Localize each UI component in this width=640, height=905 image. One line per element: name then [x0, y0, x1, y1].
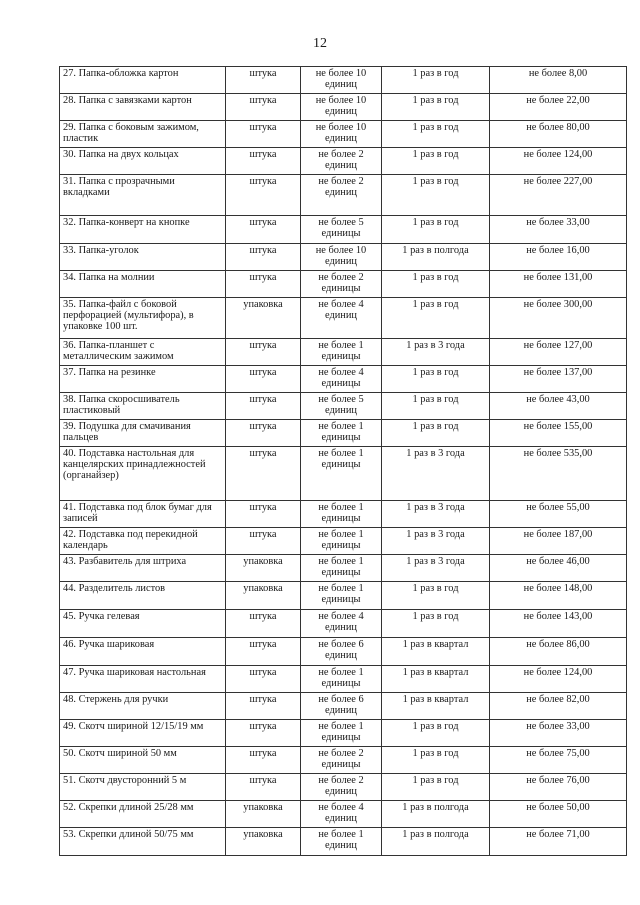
cell-freq: 1 раз в год: [382, 366, 490, 393]
table-row: [60, 216, 627, 244]
cell-norm: не более 10 единиц: [301, 244, 382, 271]
cell-norm: не более 1 единиц: [301, 828, 382, 856]
cell-norm: не более 1 единицы: [301, 501, 382, 528]
cell-norm: не более 5 единицы: [301, 216, 382, 244]
cell-name: 39. Подушка для смачивания пальцев: [60, 420, 226, 447]
cell-unit: штука: [226, 774, 301, 801]
cell-unit: упаковка: [226, 298, 301, 339]
cell-norm: не более 4 единиц: [301, 801, 382, 828]
table-row: [60, 666, 627, 693]
cell-name: 29. Папка с боковым зажимом, пластик: [60, 121, 226, 148]
cell-price: не более 76,00: [490, 774, 627, 801]
cell-name: 34. Папка на молнии: [60, 271, 226, 298]
cell-unit: штука: [226, 366, 301, 393]
cell-price: не более 75,00: [490, 747, 627, 774]
cell-name: 44. Разделитель листов: [60, 582, 226, 610]
table-row: [60, 828, 627, 856]
cell-unit: штука: [226, 666, 301, 693]
cell-unit: штука: [226, 720, 301, 747]
cell-freq: 1 раз в год: [382, 67, 490, 94]
cell-unit: штука: [226, 420, 301, 447]
cell-price: не более 535,00: [490, 447, 627, 501]
cell-unit: штука: [226, 693, 301, 720]
cell-name: 47. Ручка шариковая настольная: [60, 666, 226, 693]
table-row: [60, 298, 627, 339]
cell-name: 41. Подставка под блок бумаг для записей: [60, 501, 226, 528]
cell-name: 27. Папка-обложка картон: [60, 67, 226, 94]
cell-price: не более 124,00: [490, 666, 627, 693]
table-row: [60, 339, 627, 366]
cell-freq: 1 раз в год: [382, 148, 490, 175]
cell-price: не более 82,00: [490, 693, 627, 720]
table-row: [60, 447, 627, 501]
cell-norm: не более 1 единицы: [301, 420, 382, 447]
table-row: [60, 175, 627, 216]
cell-name: 42. Подставка под перекидной календарь: [60, 528, 226, 555]
table-row: [60, 638, 627, 666]
cell-freq: 1 раз в 3 года: [382, 447, 490, 501]
cell-price: не более 71,00: [490, 828, 627, 856]
cell-norm: не более 1 единицы: [301, 339, 382, 366]
cell-freq: 1 раз в год: [382, 271, 490, 298]
cell-freq: 1 раз в полгода: [382, 244, 490, 271]
table-row: [60, 801, 627, 828]
cell-name: 49. Скотч шириной 12/15/19 мм: [60, 720, 226, 747]
cell-unit: штука: [226, 501, 301, 528]
cell-freq: 1 раз в 3 года: [382, 339, 490, 366]
cell-norm: не более 2 единиц: [301, 148, 382, 175]
table-row: [60, 501, 627, 528]
table-row: [60, 366, 627, 393]
cell-price: не более 137,00: [490, 366, 627, 393]
cell-norm: не более 10 единиц: [301, 94, 382, 121]
cell-norm: не более 2 единиц: [301, 175, 382, 216]
cell-price: не более 16,00: [490, 244, 627, 271]
cell-norm: не более 1 единицы: [301, 582, 382, 610]
cell-name: 28. Папка с завязками картон: [60, 94, 226, 121]
cell-name: 52. Скрепки длиной 25/28 мм: [60, 801, 226, 828]
cell-freq: 1 раз в год: [382, 420, 490, 447]
cell-unit: штука: [226, 67, 301, 94]
cell-freq: 1 раз в год: [382, 747, 490, 774]
table-row: [60, 774, 627, 801]
cell-unit: штука: [226, 747, 301, 774]
cell-unit: упаковка: [226, 555, 301, 582]
cell-freq: 1 раз в квартал: [382, 666, 490, 693]
cell-freq: 1 раз в полгода: [382, 828, 490, 856]
cell-freq: 1 раз в год: [382, 298, 490, 339]
cell-norm: не более 4 единиц: [301, 610, 382, 638]
cell-price: не более 43,00: [490, 393, 627, 420]
cell-freq: 1 раз в год: [382, 582, 490, 610]
cell-name: 35. Папка-файл с боковой перфорацией (мультифора), в упаковке 100 шт.: [60, 298, 226, 339]
table-row: [60, 121, 627, 148]
cell-price: не более 22,00: [490, 94, 627, 121]
table-row: [60, 393, 627, 420]
cell-freq: 1 раз в год: [382, 393, 490, 420]
cell-price: не более 46,00: [490, 555, 627, 582]
cell-price: не более 187,00: [490, 528, 627, 555]
cell-name: 37. Папка на резинке: [60, 366, 226, 393]
cell-freq: 1 раз в год: [382, 216, 490, 244]
cell-freq: 1 раз в 3 года: [382, 501, 490, 528]
cell-norm: не более 5 единиц: [301, 393, 382, 420]
cell-price: не более 148,00: [490, 582, 627, 610]
cell-price: не более 80,00: [490, 121, 627, 148]
cell-unit: штука: [226, 216, 301, 244]
cell-name: 43. Разбавитель для штриха: [60, 555, 226, 582]
cell-unit: штука: [226, 339, 301, 366]
cell-norm: не более 10 единиц: [301, 67, 382, 94]
cell-name: 51. Скотч двусторонний 5 м: [60, 774, 226, 801]
cell-unit: штука: [226, 148, 301, 175]
cell-price: не более 127,00: [490, 339, 627, 366]
cell-freq: 1 раз в квартал: [382, 693, 490, 720]
cell-price: не более 8,00: [490, 67, 627, 94]
cell-norm: не более 2 единицы: [301, 271, 382, 298]
cell-unit: штука: [226, 94, 301, 121]
cell-unit: штука: [226, 638, 301, 666]
cell-freq: 1 раз в год: [382, 94, 490, 121]
table-row: [60, 720, 627, 747]
cell-price: не более 155,00: [490, 420, 627, 447]
cell-name: 45. Ручка гелевая: [60, 610, 226, 638]
office-supplies-table: [59, 66, 627, 856]
cell-name: 50. Скотч шириной 50 мм: [60, 747, 226, 774]
cell-name: 38. Папка скоросшиватель пластиковый: [60, 393, 226, 420]
cell-price: не более 50,00: [490, 801, 627, 828]
cell-price: не более 86,00: [490, 638, 627, 666]
cell-unit: упаковка: [226, 582, 301, 610]
cell-unit: штука: [226, 447, 301, 501]
cell-price: не более 143,00: [490, 610, 627, 638]
cell-unit: штука: [226, 393, 301, 420]
table-row: [60, 148, 627, 175]
cell-norm: не более 1 единицы: [301, 555, 382, 582]
cell-unit: штука: [226, 528, 301, 555]
cell-norm: не более 2 единицы: [301, 747, 382, 774]
cell-freq: 1 раз в год: [382, 121, 490, 148]
cell-freq: 1 раз в 3 года: [382, 528, 490, 555]
cell-norm: не более 6 единиц: [301, 638, 382, 666]
cell-price: не более 300,00: [490, 298, 627, 339]
cell-name: 30. Папка на двух кольцах: [60, 148, 226, 175]
cell-norm: не более 1 единицы: [301, 720, 382, 747]
cell-price: не более 55,00: [490, 501, 627, 528]
cell-unit: штука: [226, 244, 301, 271]
cell-freq: 1 раз в год: [382, 720, 490, 747]
table-row: [60, 747, 627, 774]
cell-unit: штука: [226, 271, 301, 298]
cell-name: 53. Скрепки длиной 50/75 мм: [60, 828, 226, 856]
table-row: [60, 420, 627, 447]
cell-freq: 1 раз в полгода: [382, 801, 490, 828]
cell-unit: штука: [226, 610, 301, 638]
cell-price: не более 124,00: [490, 148, 627, 175]
cell-price: не более 131,00: [490, 271, 627, 298]
table-body: [60, 67, 627, 856]
table-row: [60, 94, 627, 121]
cell-norm: не более 2 единиц: [301, 774, 382, 801]
cell-name: 48. Стержень для ручки: [60, 693, 226, 720]
table-row: [60, 582, 627, 610]
cell-name: 40. Подставка настольная для канцелярских принадлежностей (органайзер): [60, 447, 226, 501]
cell-name: 36. Папка-планшет с металлическим зажимом: [60, 339, 226, 366]
cell-norm: не более 1 единицы: [301, 447, 382, 501]
cell-price: не более 33,00: [490, 216, 627, 244]
table-row: [60, 244, 627, 271]
cell-name: 32. Папка-конверт на кнопке: [60, 216, 226, 244]
cell-name: 46. Ручка шариковая: [60, 638, 226, 666]
table-row: [60, 693, 627, 720]
cell-freq: 1 раз в 3 года: [382, 555, 490, 582]
cell-norm: не более 6 единиц: [301, 693, 382, 720]
table-row: [60, 67, 627, 94]
cell-price: не более 33,00: [490, 720, 627, 747]
table-row: [60, 555, 627, 582]
cell-freq: 1 раз в квартал: [382, 638, 490, 666]
cell-norm: не более 1 единицы: [301, 528, 382, 555]
cell-norm: не более 4 единицы: [301, 366, 382, 393]
cell-unit: упаковка: [226, 801, 301, 828]
cell-freq: 1 раз в год: [382, 610, 490, 638]
table-row: [60, 610, 627, 638]
cell-freq: 1 раз в год: [382, 175, 490, 216]
cell-norm: не более 1 единицы: [301, 666, 382, 693]
cell-name: 33. Папка-уголок: [60, 244, 226, 271]
table-row: [60, 528, 627, 555]
cell-norm: не более 10 единиц: [301, 121, 382, 148]
cell-freq: 1 раз в год: [382, 774, 490, 801]
cell-name: 31. Папка с прозрачными вкладками: [60, 175, 226, 216]
cell-unit: штука: [226, 175, 301, 216]
cell-unit: упаковка: [226, 828, 301, 856]
cell-norm: не более 4 единиц: [301, 298, 382, 339]
page-number: 12: [313, 36, 327, 51]
table-row: [60, 271, 627, 298]
cell-price: не более 227,00: [490, 175, 627, 216]
cell-unit: штука: [226, 121, 301, 148]
